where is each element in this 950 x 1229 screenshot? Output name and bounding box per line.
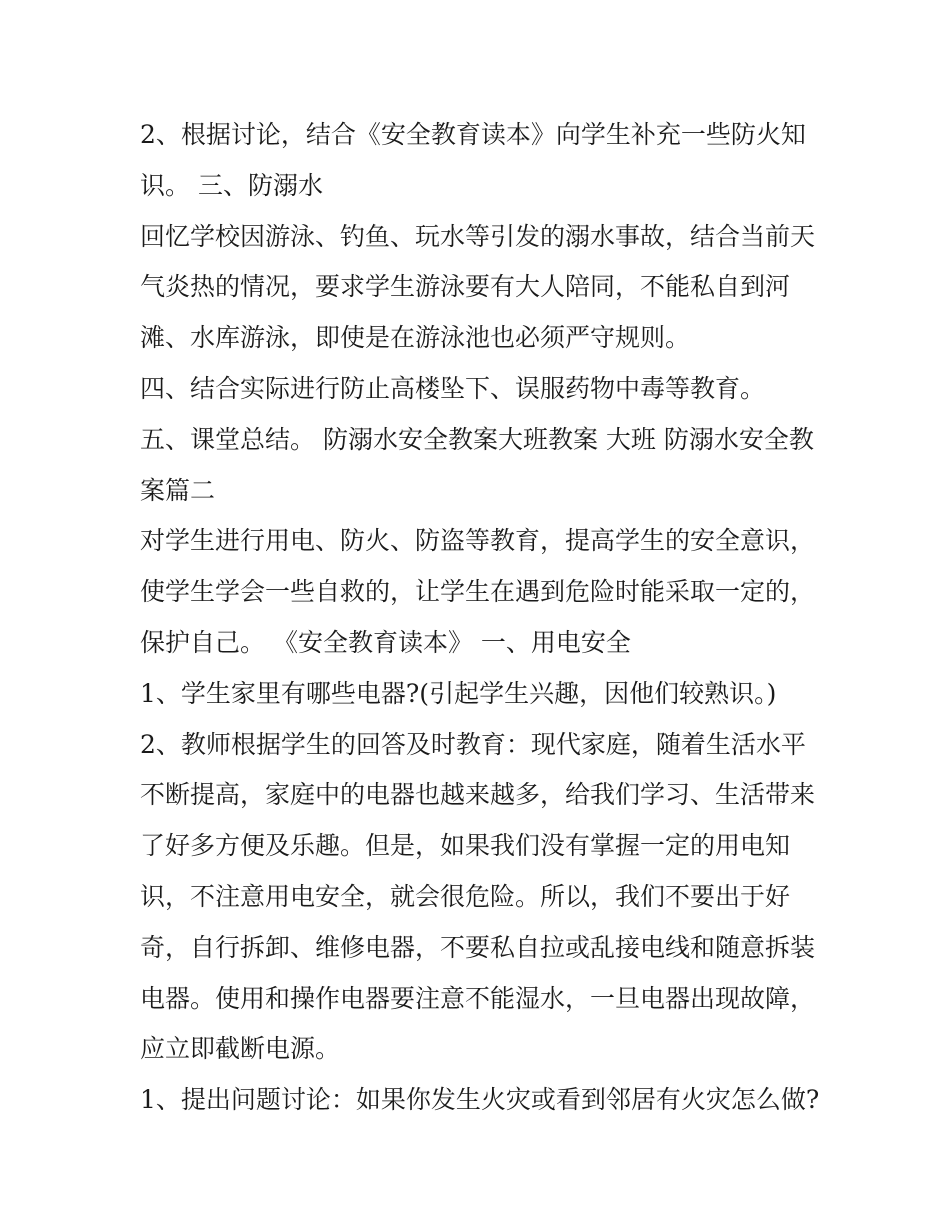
text-line-18: 电器。使用和操作电器要注意不能湿水，一旦电器出现故障， bbox=[140, 983, 816, 1013]
text-line-7: 五、课堂总结。 防溺水安全教案大班教案 大班 防溺水安全教 bbox=[140, 424, 814, 454]
text-line-4: 气炎热的情况，要求学生游泳要有大人陪同，不能私自到河 bbox=[140, 272, 791, 302]
text-line-10: 使学生学会一些自救的，让学生在遇到危险时能采取一定的， bbox=[140, 577, 816, 607]
text-line-8: 案篇二 bbox=[140, 475, 216, 505]
text-line-6: 四、结合实际进行防止高楼坠下、误服药物中毒等教育。 bbox=[140, 373, 766, 403]
text-line-3: 回忆学校因游泳、钓鱼、玩水等引发的溺水事故，结合当前天 bbox=[140, 221, 816, 251]
text-line-11: 保护自己。 《安全教育读本》 一、用电安全 bbox=[140, 627, 631, 657]
text-line-12: 1、学生家里有哪些电器?(引起学生兴趣，因他们较熟识。) bbox=[140, 678, 777, 708]
text-line-20: 1、提出问题讨论：如果你发生火灾或看到邻居有火灾怎么做? bbox=[140, 1085, 820, 1115]
text-line-13: 2、教师根据学生的回答及时教育：现代家庭，随着生活水平 bbox=[140, 729, 806, 759]
text-line-16: 识，不注意用电安全，就会很危险。所以，我们不要出于好 bbox=[140, 881, 791, 911]
text-line-1: 2、根据讨论，结合《安全教育读本》向学生补充一些防火知 bbox=[140, 120, 806, 149]
text-line-9: 对学生进行用电、防火、防盗等教育，提高学生的安全意识， bbox=[140, 526, 816, 556]
text-line-19: 应立即截断电源。 bbox=[140, 1034, 341, 1064]
text-line-2: 识。 三、防溺水 bbox=[140, 170, 323, 200]
text-line-17: 奇，自行拆卸、维修电器，不要私自拉或乱接电线和随意拆装 bbox=[140, 932, 816, 962]
text-line-14: 不断提高，家庭中的电器也越来越多，给我们学习、生活带来 bbox=[140, 780, 816, 810]
document-body bbox=[140, 110, 820, 1126]
text-line-5: 滩、水库游泳，即使是在游泳池也必须严守规则。 bbox=[140, 323, 691, 353]
text-line-15: 了好多方便及乐趣。但是，如果我们没有掌握一定的用电知 bbox=[140, 831, 791, 861]
